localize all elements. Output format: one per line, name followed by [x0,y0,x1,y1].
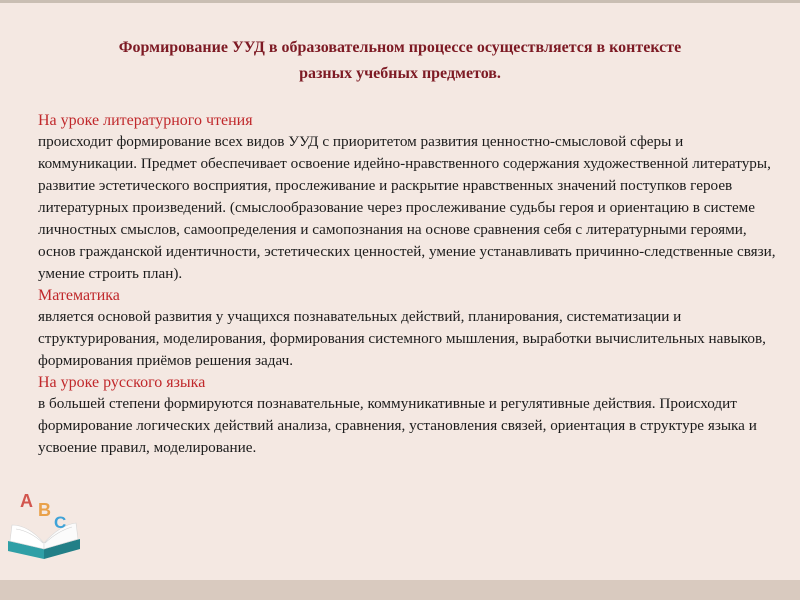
slide [0,3,800,580]
logo-letter-b: B [38,500,51,520]
slide-title [20,35,780,87]
logo-letter-a: A [20,491,33,511]
section-math [38,285,786,372]
slide-content [38,110,786,459]
section-text-russian: в большей степени формируются познавательные, коммуникативные и регулятивные действия. Происходит формирование логических действий анализа, сравнения, установления связей, ориентация в структуре языка и усвоение правил, моделирование. [38,395,757,456]
section-text-literature: происходит формирование всех видов УУД с приоритетом развития ценностно-смысловой сферы и коммуникации. Предмет обеспечивает освоение идейно-нравственного содержания художественной литературы, развитие эстетического восприятия, прослеживание и раскрытие нравственных значений поступков героев литературных произведений. (смыслообразование через прослеживание судьбы героя и ориентацию в системе личностных смыслов, самоопределения и самопознания на основе сравнения себя с литературными героями, основ гражданской идентичности, эстетических ценностей, умение устанавливать причинно-следственные связи, умение строить план). [38,133,776,282]
section-russian [38,372,786,459]
section-heading-russian: На уроке русского языка [38,374,206,391]
section-heading-literature: На уроке литературного чтения [38,112,253,129]
logo-letter-c: C [54,513,67,532]
bottom-border [0,580,800,600]
title-line-1: Формирование УУД в образовательном процессе осуществляется в контексте [118,39,682,56]
abc-book-icon [4,485,88,565]
section-heading-math: Математика [38,287,120,304]
section-literature [38,110,786,285]
section-text-math: является основой развития у учащихся познавательных действий, планирования, систематизации и структурирования, моделирования, формирования системного мышления, выработки вычислительных навыков, формирования приёмов решения задач. [38,308,766,369]
title-line-2: разных учебных предметов. [299,65,501,82]
